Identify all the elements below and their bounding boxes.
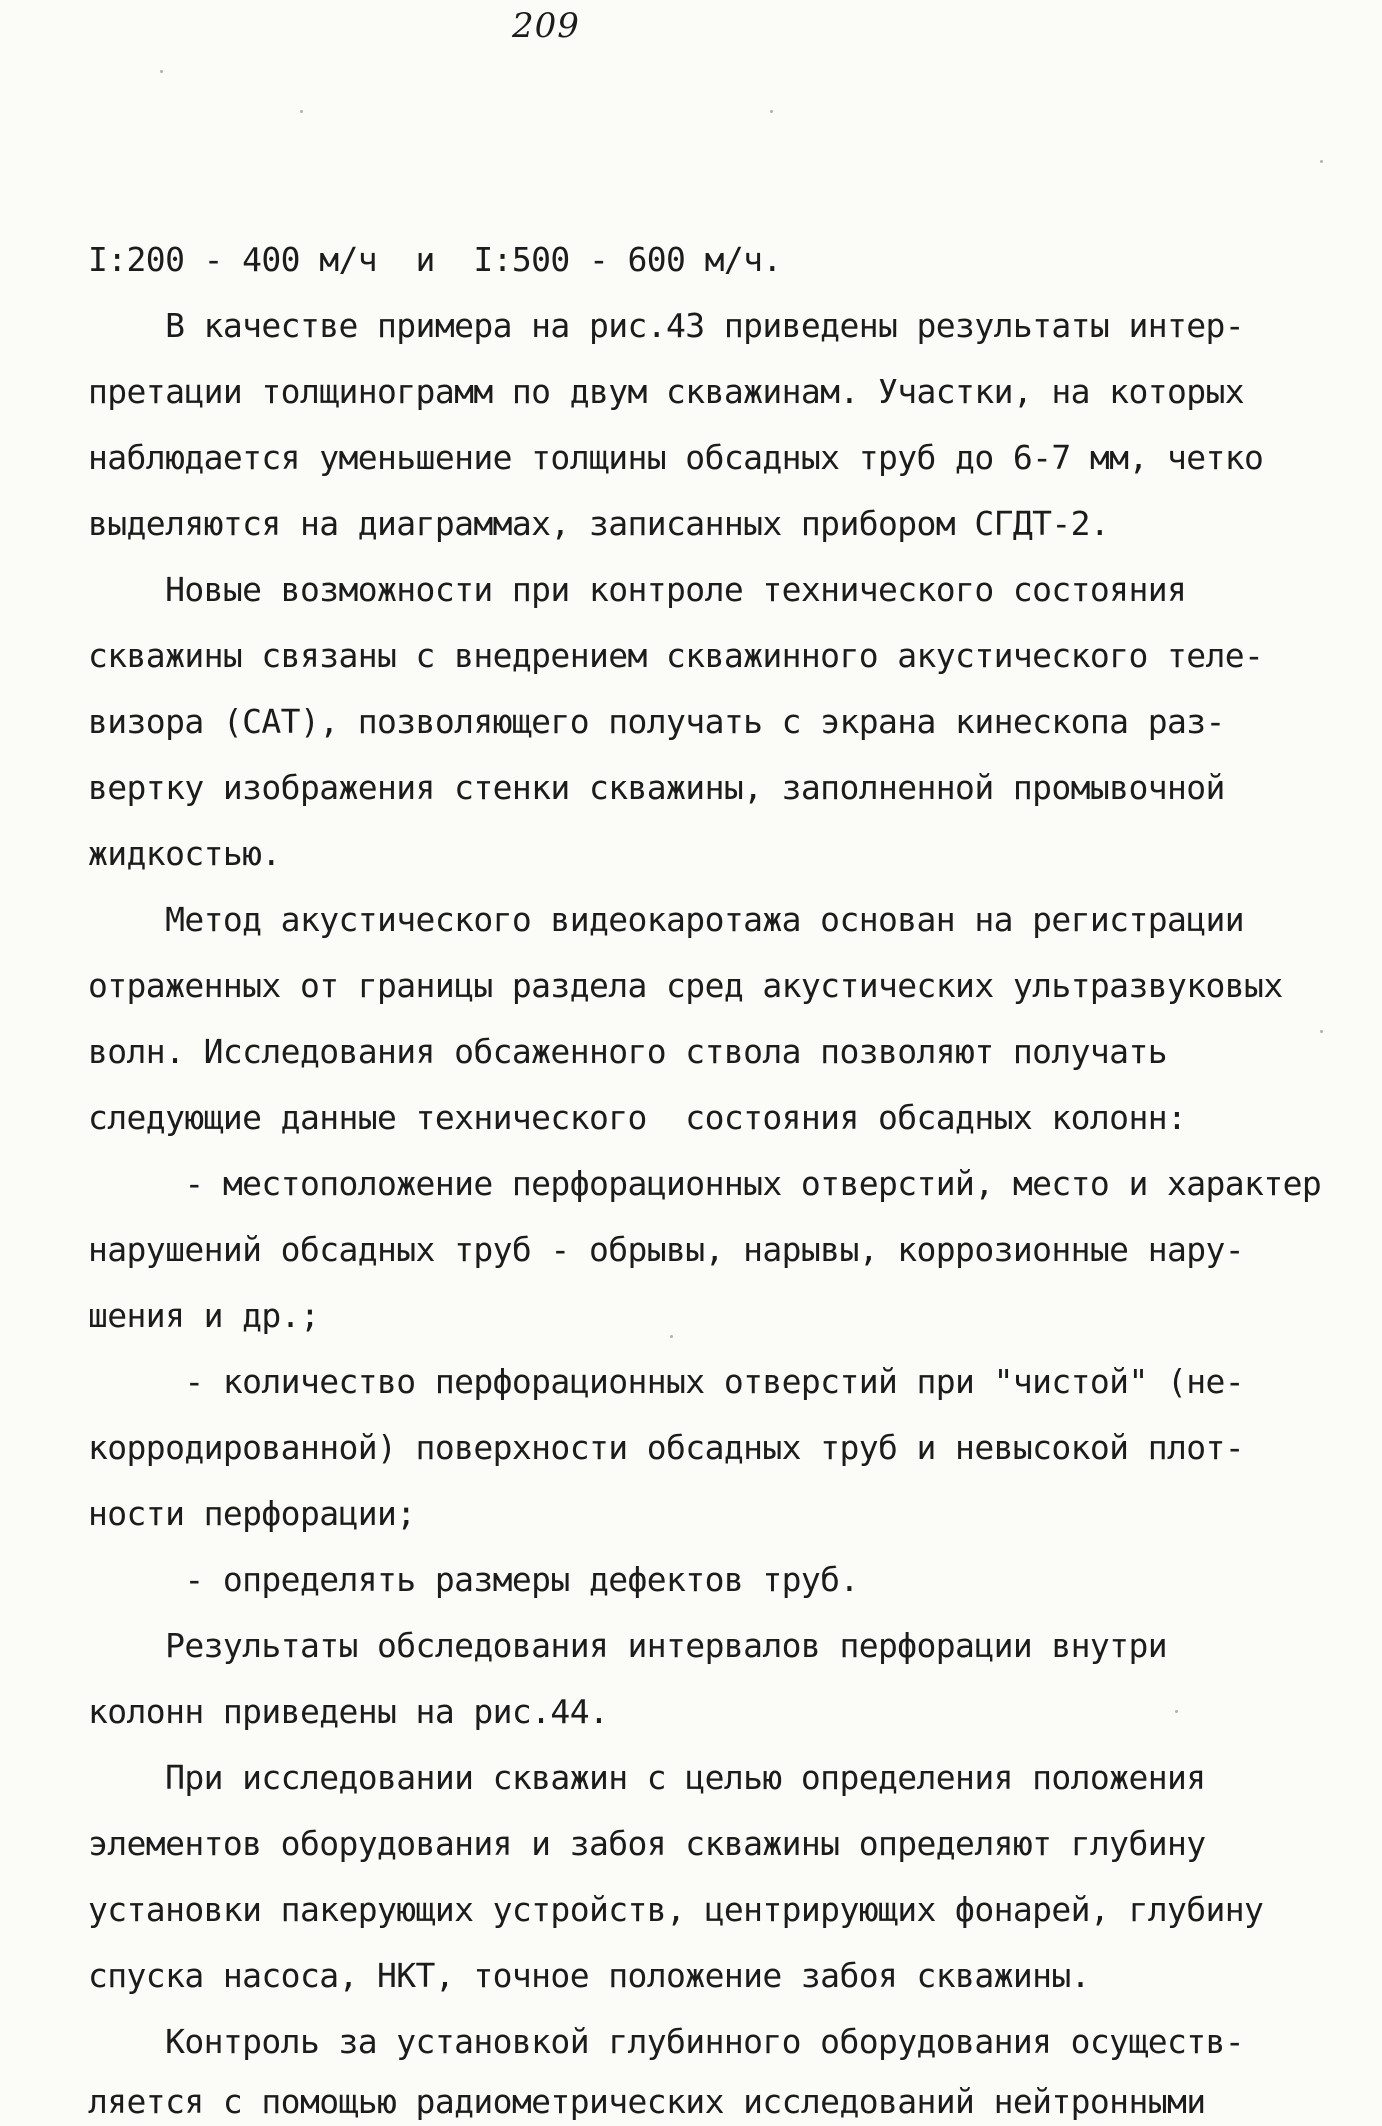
text-line: претации толщинограмм по двум скважинам. Участки, на которых [88,372,1245,411]
text-line: корродированной) поверхности обсадных труб и невысокой плот- [88,1428,1245,1467]
text-line: выделяются на диаграммах, записанных прибором СГДТ-2. [88,504,1110,543]
text-line: элементов оборудования и забоя скважины определяют глубину [88,1824,1206,1863]
text-line: - количество перфорационных отверстий при "чистой" (не- [88,1362,1245,1401]
scan-speck [160,70,163,73]
text-line: колонн приведены на рис.44. [88,1692,609,1731]
scan-speck [1320,160,1323,163]
text-line: Результаты обследования интервалов перфорации внутри [88,1626,1167,1665]
scan-speck [300,110,303,113]
scan-speck [670,1335,673,1338]
text-line: Контроль за установкой глубинного оборудования осуществ- [88,2022,1245,2061]
text-line: ности перфорации; [88,1494,416,1533]
text-line: ляется с помощью радиометрических исследований нейтронными [88,2082,1206,2121]
text-line: следующие данные технического состояния обсадных колонн: [88,1098,1187,1137]
scan-speck [770,110,773,113]
text-line: волн. Исследования обсаженного ствола позволяют получать [88,1032,1167,1071]
text-line: - определять размеры дефектов труб. [88,1560,859,1599]
text-line: отраженных от границы раздела сред акустических ультразвуковых [88,966,1283,1005]
scan-speck [1175,1710,1178,1713]
scan-speck [1320,1030,1323,1033]
text-line: жидкостью. [88,834,281,873]
text-line: наблюдается уменьшение толщины обсадных труб до 6-7 мм, четко [88,438,1264,477]
text-line: нарушений обсадных труб - обрывы, нарывы, коррозионные нару- [88,1230,1245,1269]
page-number: 209 [512,6,580,46]
text-line: При исследовании скважин с целью определения положения [88,1758,1206,1797]
text-line: I:200 - 400 м/ч и I:500 - 600 м/ч. [88,240,782,279]
text-line: Метод акустического видеокаротажа основан на регистрации [88,900,1245,939]
text-line: В качестве примера на рис.43 приведены результаты интер- [88,306,1245,345]
text-line: шения и др.; [88,1296,320,1335]
text-line: Новые возможности при контроле технического состояния [88,570,1187,609]
text-line: установки пакерующих устройств, центрирующих фонарей, глубину [88,1890,1264,1929]
text-line: визора (САТ), позволяющего получать с экрана кинескопа раз- [88,702,1225,741]
text-line: спуска насоса, НКТ, точное положение забоя скважины. [88,1956,1090,1995]
text-line: вертку изображения стенки скважины, заполненной промывочной [88,768,1225,807]
text-line: - местоположение перфорационных отверстий, место и характер [88,1164,1322,1203]
text-line: скважины связаны с внедрением скважинного акустического теле- [88,636,1264,675]
